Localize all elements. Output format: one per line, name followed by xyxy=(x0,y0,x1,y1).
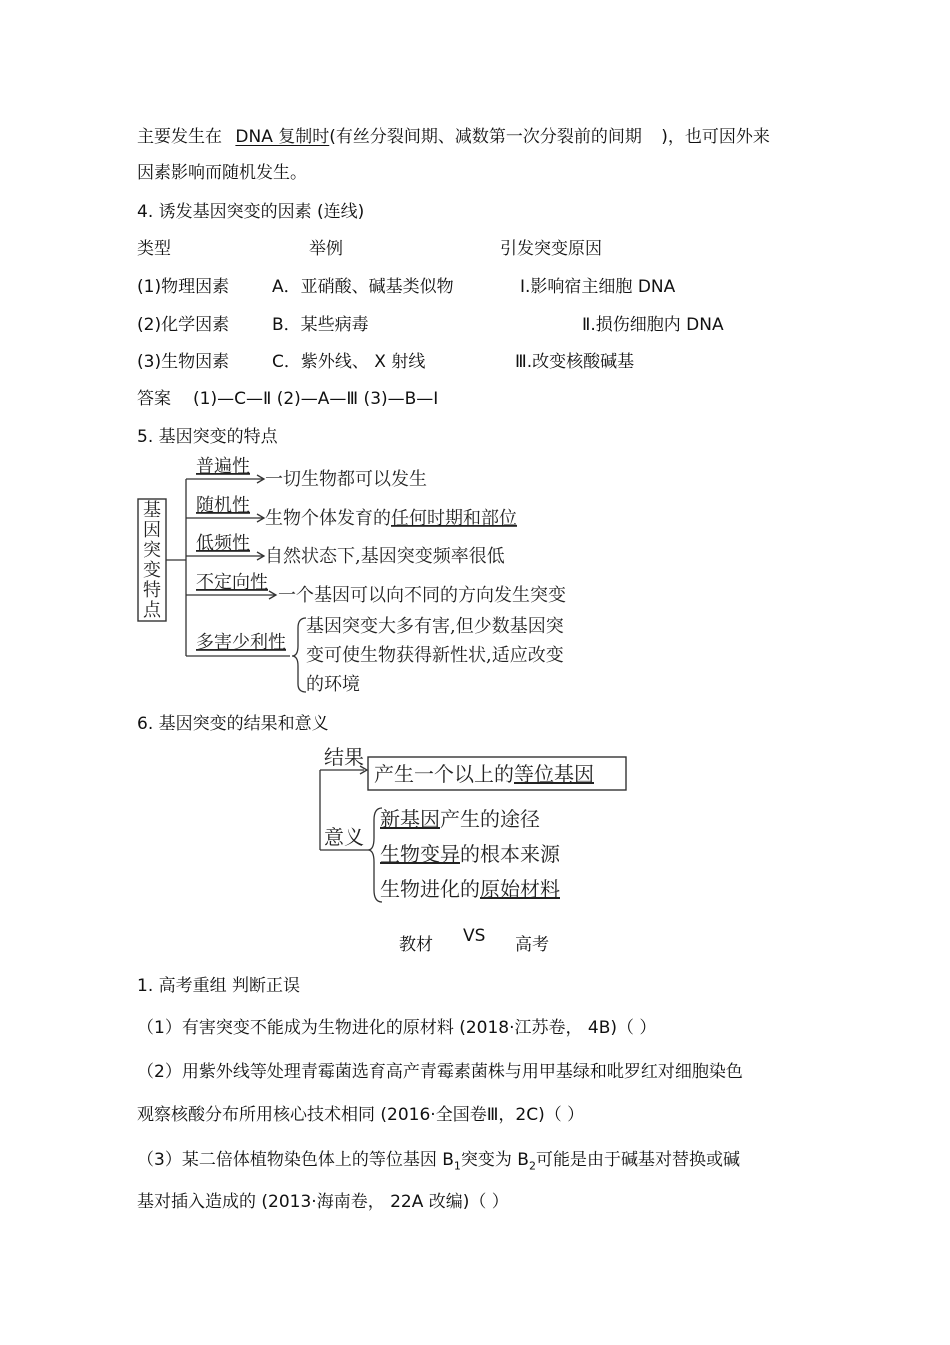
intro-line-2: 因素影响而随机发生。 xyxy=(137,163,307,183)
gk-q3-text: 可能是由于碱基对替换或碱 xyxy=(535,1150,740,1170)
gk-q3-line2: 基对插入造成的 (2013·海南卷， 22A 改编)（ ） xyxy=(137,1192,509,1212)
result-text-b: 等位基因 xyxy=(514,762,594,786)
feature-desc-b: 任何时期和部位 xyxy=(391,508,517,529)
meaning-label: 意义 xyxy=(324,825,364,849)
box-char: 基 xyxy=(143,500,161,521)
meaning-b: 原始材料 xyxy=(480,877,560,901)
feature-label: 不定向性 xyxy=(196,572,268,593)
subscript: 1 xyxy=(453,1159,461,1173)
answer-label: 答案 xyxy=(137,389,171,409)
col-cause: 引发突变原因 xyxy=(500,239,602,259)
feature-desc-line: 的环境 xyxy=(306,674,360,695)
feature-desc: 自然状态下,基因突变频率很低 xyxy=(265,546,505,567)
row-example: C．紫外线、 X 射线 xyxy=(272,352,426,372)
box-char: 因 xyxy=(143,520,161,541)
gk-q3-line1 xyxy=(137,1150,740,1176)
gk-heading: 1. 高考重组 判断正误 xyxy=(137,976,301,996)
sec6-heading: 6. 基因突变的结果和意义 xyxy=(137,714,329,734)
gk-q2-line1: （2）用紫外线等处理青霉菌选育高产青霉素菌株与用甲基绿和吡罗红对细胞染色 xyxy=(137,1062,743,1082)
meaning-item xyxy=(380,842,561,866)
row-type: (2)化学因素 xyxy=(137,315,230,335)
sec4-heading: 4. 诱发基因突变的因素 (连线) xyxy=(137,202,365,222)
vs-mid: VS xyxy=(463,926,486,946)
row-type: (3)生物因素 xyxy=(137,352,230,372)
row-example: B．某些病毒 xyxy=(272,315,369,335)
feature-label: 低频性 xyxy=(196,533,250,554)
gk-q2-line2: 观察核酸分布所用核心技术相同 (2016·全国卷Ⅲ，2C)（ ） xyxy=(137,1105,585,1125)
gk-q1: （1）有害突变不能成为生物进化的原材料 (2018·江苏卷， 4B)（ ） xyxy=(137,1018,657,1038)
feature-desc: 一切生物都可以发生 xyxy=(265,469,427,490)
row-cause: Ⅰ.影响宿主细胞 DNA xyxy=(520,277,676,297)
feature-desc xyxy=(265,508,517,529)
row-type: (1)物理因素 xyxy=(137,277,230,297)
row-cause: Ⅲ.改变核酸碱基 xyxy=(515,352,635,372)
box-char: 点 xyxy=(143,600,161,621)
result-meaning-diagram xyxy=(318,740,638,910)
feature-desc-line: 基因突变大多有害,但少数基因突 xyxy=(306,616,564,637)
feature-label: 随机性 xyxy=(196,495,250,516)
feature-desc-a: 生物个体发育的 xyxy=(265,508,391,529)
brace xyxy=(292,618,306,692)
box-char: 特 xyxy=(143,580,161,601)
meaning-b: 的根本来源 xyxy=(460,842,560,866)
result-text xyxy=(374,762,594,786)
intro-line-1 xyxy=(137,127,770,147)
intro-text: )，也可因外来 xyxy=(661,127,770,147)
meaning-item xyxy=(380,877,560,901)
subscript: 2 xyxy=(528,1159,536,1173)
col-type: 类型 xyxy=(137,239,171,259)
box-char: 变 xyxy=(143,560,161,581)
row-cause: Ⅱ.损伤细胞内 DNA xyxy=(582,315,724,335)
feature-desc: 一个基因可以向不同的方向发生突变 xyxy=(278,585,566,606)
intro-underlined: DNA 复制时 xyxy=(235,127,330,147)
meaning-b: 产生的途径 xyxy=(440,807,540,831)
meaning-a: 生物进化的 xyxy=(380,877,480,901)
features-diagram xyxy=(130,452,610,697)
sec5-heading: 5. 基因突变的特点 xyxy=(137,427,278,447)
box-char: 突 xyxy=(143,540,161,561)
intro-text: 主要发生在 xyxy=(137,127,222,147)
feature-desc-line: 变可使生物获得新性状,适应改变 xyxy=(306,645,564,666)
result-label: 结果 xyxy=(324,745,364,769)
vs-right: 高考 xyxy=(515,935,549,955)
feature-label: 普遍性 xyxy=(196,456,250,477)
answer-text: (1)—C—Ⅱ (2)—A—Ⅲ (3)—B—Ⅰ xyxy=(193,389,439,409)
result-text-a: 产生一个以上的 xyxy=(374,762,514,786)
intro-text: (有丝分裂间期、减数第一次分裂前的间期 xyxy=(329,127,642,147)
meaning-a: 新基因 xyxy=(380,807,440,831)
row-example: A．亚硝酸、碱基类似物 xyxy=(272,277,454,297)
feature-label: 多害少利性 xyxy=(196,632,286,653)
gk-q3-text: （3）某二倍体植物染色体上的等位基因 B xyxy=(137,1150,454,1170)
meaning-item xyxy=(380,807,540,831)
vs-left: 教材 xyxy=(399,935,433,955)
col-example: 举例 xyxy=(309,239,343,259)
meaning-a: 生物变异 xyxy=(380,842,460,866)
gk-q3-text: 突变为 B xyxy=(460,1150,529,1170)
